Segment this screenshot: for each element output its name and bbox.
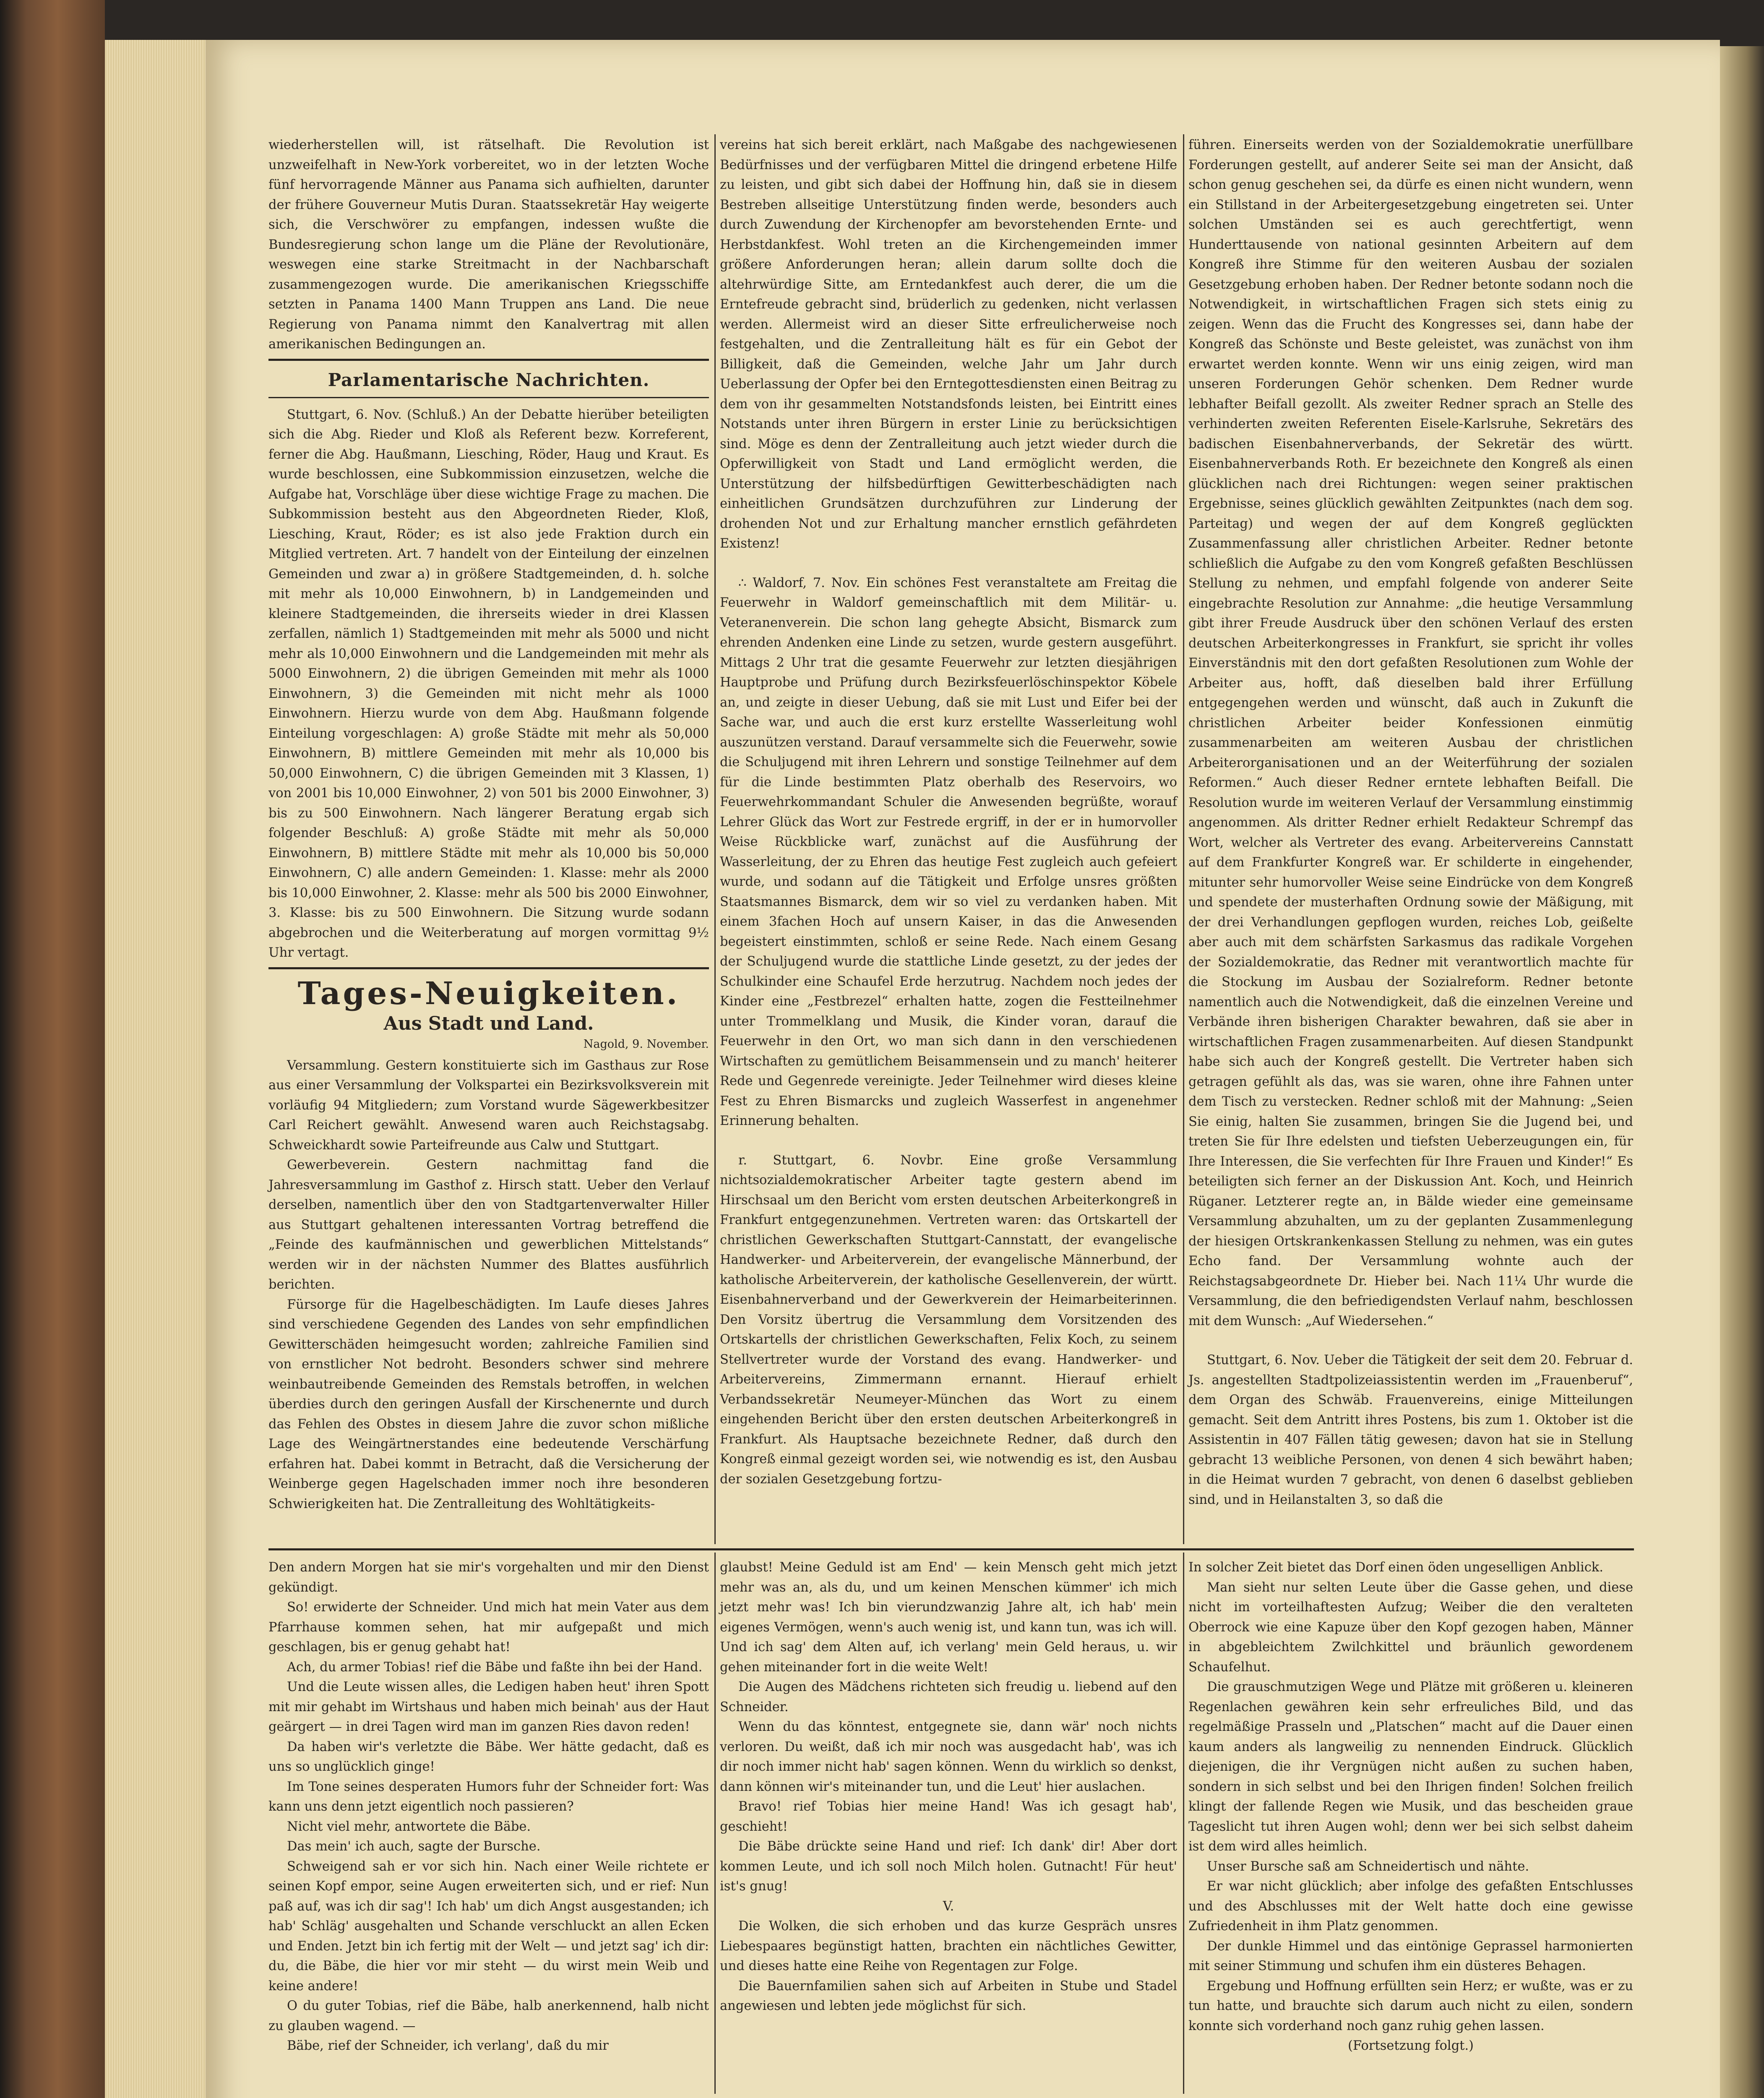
feuilleton-paragraph: Schweigend sah er vor sich hin. Nach einer Weile richtete er seinen Kopf empor, seine Augen erweiterten sich, und er rief: Nun paß auf, was ich dir sag'! Ich hab' um dich Angst ausgestanden; ich hab' Schläg' ausgehalten und Schande verschluckt an allen Ecken und Enden. Jetzt bin ich fertig mit der Welt — und jetzt sag' ich dir: du, die Bäbe, die hier vor mir steht — du wirst mein Weib und keine andere!	[268, 1859, 709, 1994]
column-3	[1188, 135, 1633, 1510]
page-stack	[105, 40, 206, 2098]
subheading-town-country: Aus Stadt und Land.	[383, 1012, 594, 1034]
feuilleton-paragraph: Nicht viel mehr, antwortete die Bäbe.	[287, 1819, 531, 1834]
column-1	[268, 135, 709, 1514]
feuilleton-paragraph: Man sieht nur selten Leute über die Gasse gehen, und diese nicht im vorteilhaftesten Aufzug; Weiber die den veralteten Oberrock wie eine Kapuze über den Kopf gezogen haben, Männer in abgebleichtem Zwilchkittel und bräunlich gewordenem Schaufelhut.	[1188, 1580, 1633, 1675]
parliament-report: Stuttgart, 6. Nov. (Schluß.) An der Debatte hierüber beteiligten sich die Abg. Rieder und Kloß als Referent bezw. Korreferent, ferner die Abg. Haußmann, Liesching, Röder, Haug und Kraut. Es wurde beschlossen, eine Subkommission einzusetzen, welche die Aufgabe hat, Vorschläge über diese wichtige Frage zu machen. Die Subkommission besteht aus den Abgeordneten Rieder, Kloß, Liesching, Kraut, Röder; es ist also jede Fraktion durch ein Mitglied vertreten. Art. 7 handelt von der Einteilung der einzelnen Gemeinden und zwar a) in größere Stadtgemeinden, d. h. solche mit mehr als 10,000 Einwohnern, b) in Landgemeinden und kleinere Stadtgemeinden, die ihrerseits wieder in drei Klassen zerfallen, nämlich 1) Stadtgemeinden mit mehr als 5000 und nicht mehr als 10,000 Einwohnern und die Landgemeinden mit mehr als 5000 Einwohnern, 2) die übrigen Gemeinden mit mehr als 1000 Einwohnern, 3) die Gemeinden mit nicht mehr als 1000 Einwohnern. Hierzu wurde von dem Abg. Haußmann folgende Einteilung vorgeschlagen: A) große Städte mit mehr als 50,000 Einwohnern, B) mittlere Gemeinden mit mehr als 10,000 bis 50,000 Einwohnern, C) die übrigen Gemeinden mit 3 Klassen, 1) von 2001 bis 10,000 Einwohner, 2) von 501 bis 2000 Einwohner, 3) bis zu 500 Einwohnern. Nach längerer Beratung ergab sich folgender Beschluß: A) große Städte mit mehr als 50,000 Einwohnern, B) mittlere Städte mit mehr als 10,000 bis 50,000 Einwohnern, C) alle andern Gemeinden: 1. Klasse: mehr als 2000 bis 10,000 Einwohner, 2. Klasse: mehr als 500 bis 2000 Einwohner, 3. Klasse: bis zu 500 Einwohnern. Die Sitzung wurde sodann abgebrochen und die Weiterberatung auf morgen vormittag 9½ Uhr vertagt.	[268, 407, 709, 960]
feuilleton-paragraph: O du guter Tobias, rief die Bäbe, halb anerkennend, halb nicht zu glauben wagend. —	[268, 1999, 709, 2033]
feuilleton-paragraph: Unser Bursche saß am Schneidertisch und nähte.	[1207, 1859, 1529, 1874]
news-item-police-assistant: Stuttgart, 6. Nov. Ueber die Tätigkeit der seit dem 20. Februar d. Js. angestellten Stadtpolizeiassistentin werden im „Frauenberuf“, dem Organ des Schwäb. Frauenvereins, einige Mitteilungen gemacht. Seit dem Antritt ihres Postens, bis zum 1. Oktober ist die Assistentin in 407 Fällen tätig gewesen; davon hat sie in Stellung gebracht 13 weibliche Personen, von denen 4 sich bewährt haben; in die Heimat wurden 7 gebracht, von denen 6 daselbst geblieben sind, und in Heilanstalten 3, so daß die	[1188, 1353, 1633, 1507]
hail-relief-continued: vereins hat sich bereit erklärt, nach Maßgabe des nachgewiesenen Bedürfnisses und der verfügbaren Mittel die dringend erbetene Hilfe zu leisten, und gibt sich dabei der Hoffnung hin, daß sie in diesem Bestreben allseitige Unterstützung finden werde, besonders auch durch Zuwendung der Kirchenopfer am bevorstehenden Ernte- und Herbstdankfest. Wohl treten an die Kirchengemeinden immer größere Anforderungen heran; allein darum sollte doch die altehrwürdige Sitte, am Erntedankfest auch derer, die um die Erntefreude gebracht sind, brüderlich zu gedenken, nicht verlassen werden. Allermeist wird an dieser Sitte erfreulicherweise noch festgehalten, und die Zentralleitung hält es für ein Gebot der Billigkeit, daß die Gemeinden, welche Jahr um Jahr durch Ueberlassung der Opfer bei den Erntegottesdiensten einen Beitrag zu dem von ihr gesammelten Notstandsfonds leisten, bei Eintritt eines Notstands unter ihren Bürgern in erster Linie zu berücksichtigen sind. Möge es denn der Zentralleitung auch jetzt wieder durch die Opferwilligkeit von Stadt und Land ermöglicht werden, die Unterstützung der hilfsbedürftigen Gewitterbeschädigten nach einheitlichen Grundsätzen durchzuführen zur Linderung der drohenden Not und zur Erhaltung mancher ernstlich gefährdeten Existenz!	[720, 138, 1177, 551]
feuilleton-paragraph: Die grauschmutzigen Wege und Plätze mit größeren u. kleineren Regenlachen gewähren kein sehr erfreuliches Bild, und das regelmäßige Prasseln und „Platschen“ macht auf die Dauer einen kaum anders als langweilig zu nennenden Eindruck. Glücklich diejenigen, die ihr Vergnügen nicht außen zu suchen haben, sondern in sich selbst und bei den Ihrigen finden! Solchen freilich klingt der fallende Regen wie Musik, und das bescheiden graue Tageslicht tut ihren Augen wohl; denn wer bei sich selbst daheim ist dem wird alles heimlich.	[1188, 1680, 1633, 1854]
feuilleton-paragraph: Die Augen des Mädchens richteten sich freudig u. liebend auf den Schneider.	[720, 1680, 1177, 1714]
column-rule-2	[1183, 134, 1184, 1544]
panama-article-end: wiederherstellen will, ist rätselhaft. Die Revolution ist unzweifelhaft in New-York vorbereitet, wo in der letzten Woche fünf hervorragende Männer aus Panama sich aufhielten, darunter der frühere Gouverneur Mutis Duran. Staatssekretär Hay weigerte sich, die Verschwörer zu empfangen, indessen wußte die Bundesregierung schon lange um die Pläne der Revolutionäre, weswegen eine starke Streitmacht in der Nachbarschaft zusammengezogen wurde. Die amerikanischen Kriegsschiffe setzten in Panama 1400 Mann Truppen ans Land. Die neue Regierung von Panama nimmt den Kanalvertrag mit allen amerikanischen Bedingungen an.	[268, 138, 709, 352]
feuilleton-column-1	[268, 1558, 709, 2056]
feuilleton-paragraph: Ergebung und Hoffnung erfüllten sein Herz; er wußte, was er zu tun hatte, und brauchte sich darum auch nicht zu eilen, sondern konnte sich vorderhand noch ganz ruhig gehen lassen.	[1188, 1978, 1633, 2033]
feuilleton-paragraph: Er war nicht glücklich; aber infolge des gefaßten Entschlusses und des Abschlusses mit der Welt hatte doch eine gewisse Zufriedenheit in ihm Platz genommen.	[1188, 1879, 1633, 1934]
news-item-waldorf: ∴ Waldorf, 7. Nov. Ein schönes Fest veranstaltete am Freitag die Feuerwehr in Waldorf gemeinschaftlich mit dem Militär- u. Veteranenverein. Die schon lang gehegte Absicht, Bismarck zum ehrenden Andenken eine Linde zu setzen, wurde gestern ausgeführt. Mittags 2 Uhr trat die gesamte Feuerwehr zur letzten diesjährigen Hauptprobe und Prüfung durch Bezirksfeuerlöschinspektor Köbele an, und zeigte in dieser Uebung, daß sie mit Lust und Eifer bei der Sache war, und auch die erst kurz erstellte Wasserleitung wohl auszunützen verstand. Darauf versammelte sich die Feuerwehr, sowie die Schuljugend mit ihren Lehrern und sonstige Teilnehmer auf dem für die Linde bestimmten Platz oberhalb des Reservoirs, wo Feuerwehrkommandant Schuler die Anwesenden begrüßte, worauf Lehrer Glück das Wort zur Festrede ergriff, in der er in humorvoller Weise Rückblicke warf, zunächst auf die Ausführung der Wasserleitung, der zu Ehren das heutige Fest zugleich auch gefeiert wurde, und sodann auf die Tätigkeit und Erfolge unsres größten Staatsmannes Bismarck, dem wir so viel zu verdanken haben. Mit einem 3fachen Hoch auf unsern Kaiser, in das die Anwesenden begeistert einstimmten, schloß er seine Rede. Nach einem Gesang der Schuljugend wurde die stattliche Linde gesetzt, zu der jedes der Schulkinder eine Schaufel Erde herzutrug. Nachdem noch jedes der Kinder eine „Festbrezel“ erhalten hatte, zogen die Festteilnehmer unter Trommelklang und Musik, die Kinder voran, darauf die Feuerwehr in den Ort, wo man sich dann in den verschiedenen Wirtschaften zu gemütlichem Beisammensein und zu manch' heiterer Rede und Gegenrede vereinigte. Jeder Teilnehmer wird dieses kleine Fest zu Ehren Bismarcks und zugleich Wasserfest in angenehmer Erinnerung behalten.	[720, 575, 1177, 1128]
news-item-hail-relief: Fürsorge für die Hagelbeschädigten. Im Laufe dieses Jahres sind verschiedene Gegenden des Landes von sehr empfindlichen Gewitterschäden heimgesucht worden; zahlreiche Familien sind von ernstlicher Not bedroht. Besonders schwer sind mehrere weinbautreibende Gemeinden des Remstals betroffen, in welchen überdies durch den geringen Ausfall der Kirschenernte und durch das Fehlen des Obstes in diesem Jahre die zuvor schon mißliche Lage des Weingärtnerstandes eine bedeutende Verschärfung erfahren hat. Dabei kommt in Betracht, daß die Versicherung der Weinberge gegen Hagelschaden immer noch ihre besonderen Schwierigkeiten hat. Die Zentralleitung des Wohltätigkeits-	[268, 1297, 709, 1511]
to-be-continued: (Fortsetzung folgt.)	[1348, 2038, 1474, 2053]
feuilleton-paragraph: Im Tone seines desperaten Humors fuhr der Schneider fort: Was kann uns denn jetzt eigentlich noch passieren?	[268, 1779, 709, 1814]
feuilleton-paragraph: Und die Leute wissen alles, die Ledigen haben heut' ihren Spott mit mir gehabt im Wirtshaus und haben mich beinah' aus der Haut geärgert — in drei Tagen wird man im ganzen Ries davon reden!	[268, 1680, 709, 1734]
feuilleton-paragraph: Die Wolken, die sich erhoben und das kurze Gespräch unsres Liebespaares begünstigt hatten, brachten ein nächtliches Gewitter, und dieses hatte eine Reihe von Regentagen zur Folge.	[720, 1919, 1177, 1973]
dateline: Nagold, 9. November.	[583, 1037, 709, 1051]
feuilleton-paragraph: Da haben wir's verletzte die Bäbe. Wer hätte gedacht, daß es uns so unglücklich ginge!	[268, 1739, 709, 1774]
column-2	[720, 135, 1177, 1489]
feuilleton-paragraph: Bravo! rief Tobias hier meine Hand! Was ich gesagt hab', geschieht!	[720, 1799, 1177, 1834]
feuilleton-paragraph: glaubst! Meine Geduld ist am End' — kein Mensch geht mich jetzt mehr was an, als du, und um keinen Menschen kümmer' ich mich jetzt mehr was! Ich bin vierundzwanzig Jahre alt, ich hab' mein eigenes Vermögen, wenn's auch wenig ist, und kann tun, was ich will. Und ich sag' dem Alten auf, ich verlang' mein Geld heraus, u. wir gehen miteinander fort in die weite Welt!	[720, 1560, 1177, 1675]
feuilleton-column-rule-2	[1183, 1553, 1184, 2094]
feuilleton-paragraph: Bäbe, rief der Schneider, ich verlang', daß du mir	[287, 2038, 609, 2053]
feuilleton-separator-rule	[268, 1548, 1634, 1550]
feuilleton-column-2	[720, 1558, 1177, 2016]
chapter-number: V.	[943, 1899, 954, 1914]
workers-report-continued: führen. Einerseits werden von der Sozialdemokratie unerfüllbare Forderungen gestellt, auf anderer Seite sei man der Ansicht, daß schon genug geschehen sei, da dürfe es einen nicht wundern, wenn ein Stillstand in der Arbeitergesetzgebung eingetreten sei. Unter solchen Umständen sei es auch gerechtfertigt, wenn Hunderttausende von national gesinnten Arbeitern auf dem Kongreß ihre Stimme für den weiteren Ausbau der sozialen Gesetzgebung erhoben haben. Der Redner betonte sodann noch die Notwendigkeit, in wirtschaftlichen Fragen sich stets einig zu zeigen. Wenn das die Frucht des Kongresses sei, dann habe der Kongreß das Schönste und Beste geleistet, was zunächst von ihm erwartet werden konnte. Wenn wir uns einig zeigen, wird man unseren Forderungen Gehör schenken. Dem Redner wurde lebhafter Beifall gezollt. Als zweiter Redner sprach an Stelle des verhinderten zweiten Referenten Eisele-Karlsruhe, Sekretärs des badischen Eisenbahnerverbands, der Sekretär des württ. Eisenbahnerverbands Roth. Er bezeichnete den Kongreß als einen glücklichen nach drei Richtungen: wegen seiner praktischen Ergebnisse, seines glücklich gewählten Zeitpunktes (nach dem sog. Parteitag) und wegen der auf dem Kongreß geglückten Zusammenfassung aller christlichen Arbeiter. Redner betonte schließlich die Aufgabe zu den vom Kongreß gefaßten Beschlüssen Stellung zu nehmen, und empfahl folgende von anderer Seite eingebrachte Resolution zur Annahme: „die heutige Versammlung gibt ihrer Freude Ausdruck über den schönen Verlauf des ersten deutschen Arbeiterkongresses in Frankfurt, sie spricht ihr volles Einverständnis mit den dort gefaßten Resolutionen zum Wohle der Arbeiter aus, hofft, daß dieselben bald ihrer Erfüllung entgegengehen werden und wünscht, daß auch in Zukunft die christlichen Arbeiter beider Konfessionen einmütig zusammenarbeiten am weiteren Ausbau der christlichen Arbeiterorganisationen und an der Weiterführung der sozialen Reformen.“ Auch dieser Redner erntete lebhaften Beifall. Die Resolution wurde im weiteren Verlauf der Versammlung einstimmig angenommen. Als dritter Redner erhielt Redakteur Schrempf das Wort, welcher als Vertreter des evang. Arbeitervereins Cannstatt auf dem Frankfurter Kongreß war. Er schilderte in eingehender, mitunter sehr humorvoller Weise seine Eindrücke von dem Kongreß und spendete der musterhaften Ordnung sowie der Mäßigung, mit der drei Verhandlungen gepflogen wurden, reiches Lob, geißelte aber auch mit dem schärfsten Sarkasmus das radikale Vorgehen der Sozialdemokratie, das Redner mit verantwortlich machte für die Stockung im Ausbau der Sozialreform. Redner betonte namentlich auch die Notwendigkeit, daß die einzelnen Vereine und Verbände ihren bisherigen Charakter bewahren, daß sie aber in wirtschaftlichen Fragen zusammenarbeiten. Auf diesen Standpunkt habe sich auch der Kongreß gestellt. Die Vertreter haben sich getragen gefühlt als das, was sie waren, ohne ihre Fahnen unter dem Tisch zu verstecken. Redner schloß mit der Mahnung: „Seien Sie einig, halten Sie zusammen, bringen Sie die Jugend bei, und treten Sie für Ihre edelsten und tiefsten Ueberzeugungen ein, für Ihre Interessen, die Sie verfechten für Ihre Frauen und Kinder!“ Es beteiligten sich ferner an der Diskussion Ant. Koch, und Heinrich Rüganer. Letzterer regte an, in Bälde wieder eine gemeinsame Versammlung abzuhalten, um zu der geplanten Zusammenlegung der hiesigen Ortskrankenkassen Stellung zu nehmen, was ein gutes Echo fand. Der Versammlung wohnte auch der Reichstagsabgeordnete Dr. Hieber bei. Nach 11¼ Uhr wurde die Versammlung, die den befriedigendsten Verlauf nahm, beschlossen mit dem Wunsch: „Auf Wiedersehen.“	[1188, 138, 1633, 1328]
feuilleton-column-3	[1188, 1558, 1633, 2056]
news-item-trade-association: Gewerbeverein. Gestern nachmittag fand die Jahresversammlung im Gasthof z. Hirsch statt. Ueber den Verlauf derselben, namentlich über den von Stadtgartenverwalter Hiller aus Stuttgart gehaltenen interessanten Vortrag betreffend die „Feinde des kaufmännischen und gewerblichen Mittelstands“ werden wir in der nächsten Nummer des Blattes ausführlich berichten.	[268, 1158, 709, 1292]
feuilleton-paragraph: Die Bauernfamilien sahen sich auf Arbeiten in Stube und Stadel angewiesen und lebten jede möglichst für sich.	[720, 1978, 1177, 2013]
feuilleton-column-rule-1	[714, 1553, 716, 2094]
feuilleton-paragraph: In solcher Zeit bietet das Dorf einen öden ungeselligen Anblick.	[1188, 1560, 1603, 1575]
news-item-stuttgart-workers: r. Stuttgart, 6. Novbr. Eine große Versammlung nichtsozialdemokratischer Arbeiter tagte gestern abend im Hirschsaal um den Bericht vom ersten deutschen Arbeiterkongreß in Frankfurt entgegenzunehmen. Vertreten waren: das Ortskartell der christlichen Gewerkschaften Stuttgart-Cannstatt, der evangelische Handwerker- und Arbeiterverein, der evangelische Männerbund, der katholische Arbeiterverein, der katholische Gesellenverein, der württ. Eisenbahnerverband und der Gewerkverein der Heimarbeiterinnen. Den Vorsitz übertrug die Versammlung dem Vorsitzenden des Ortskartells der christlichen Gewerkschaften, Felix Koch, zu seinem Stellvertreter wurde der Vorstand des evang. Handwerker- und Arbeitervereins, Zimmermann ernannt. Hierauf erhielt Verbandssekretär Neumeyer-München das Wort zu einem eingehenden Bericht über den ersten deutschen Arbeiterkongreß in Frankfurt. Als Hauptsache bezeichnete Redner, daß durch den Kongreß einmal gezeigt worden sei, wie notwendig es ist, den Ausbau der sozialen Gesetzgebung fortzu-	[720, 1153, 1177, 1487]
column-rule-1	[714, 134, 716, 1544]
feuilleton-paragraph: Der dunkle Himmel und das eintönige Geprassel harmonierten mit seiner Stimmung und schufen ihm ein düsteres Behagen.	[1188, 1939, 1633, 1973]
news-item-assembly: Versammlung. Gestern konstituierte sich im Gasthaus zur Rose aus einer Versammlung der Volkspartei ein Bezirksvolksverein mit vorläufig 94 Mitgliedern; zum Vorstand wurde Sägewerkbesitzer Carl Reichert gewählt. Anwesend waren auch Reichstagsabg. Schweickhardt sowie Parteifreunde aus Calw und Stuttgart.	[268, 1058, 709, 1153]
feuilleton-paragraph: Wenn du das könntest, entgegnete sie, dann wär' noch nichts verloren. Du weißt, daß ich mir noch was ausgedacht hab', was ich dir noch immer nicht hab' sagen können. Wenn du wirklich so denkst, dann können wir's miteinander tun, und die Leut' hier auslachen.	[720, 1720, 1177, 1794]
feuilleton-paragraph: Das mein' ich auch, sagte der Bursche.	[287, 1839, 541, 1854]
feuilleton-paragraph: Den andern Morgen hat sie mir's vorgehalten und mir den Dienst gekündigt.	[268, 1560, 709, 1595]
book-spine-edge	[0, 0, 105, 2098]
section-heading-parliament: Parlamentarische Nachrichten.	[268, 359, 709, 398]
feuilleton-paragraph: So! erwiderte der Schneider. Und mich hat mein Vater aus dem Pfarrhause kommen sehen, hat mir aufgepaßt und mich geschlagen, bis er genug gehabt hat!	[268, 1600, 709, 1654]
feuilleton-paragraph: Ach, du armer Tobias! rief die Bäbe und faßte ihn bei der Hand.	[287, 1660, 703, 1675]
facing-page-edge	[1720, 46, 1764, 2098]
section-heading-daily-news: Tages-Neuigkeiten.	[268, 967, 709, 1012]
feuilleton-paragraph: Die Bäbe drückte seine Hand und rief: Ich dank' dir! Aber dort kommen Leute, und ich soll noch Milch holen. Gutnacht! Für heut' ist's gnug!	[720, 1839, 1177, 1894]
